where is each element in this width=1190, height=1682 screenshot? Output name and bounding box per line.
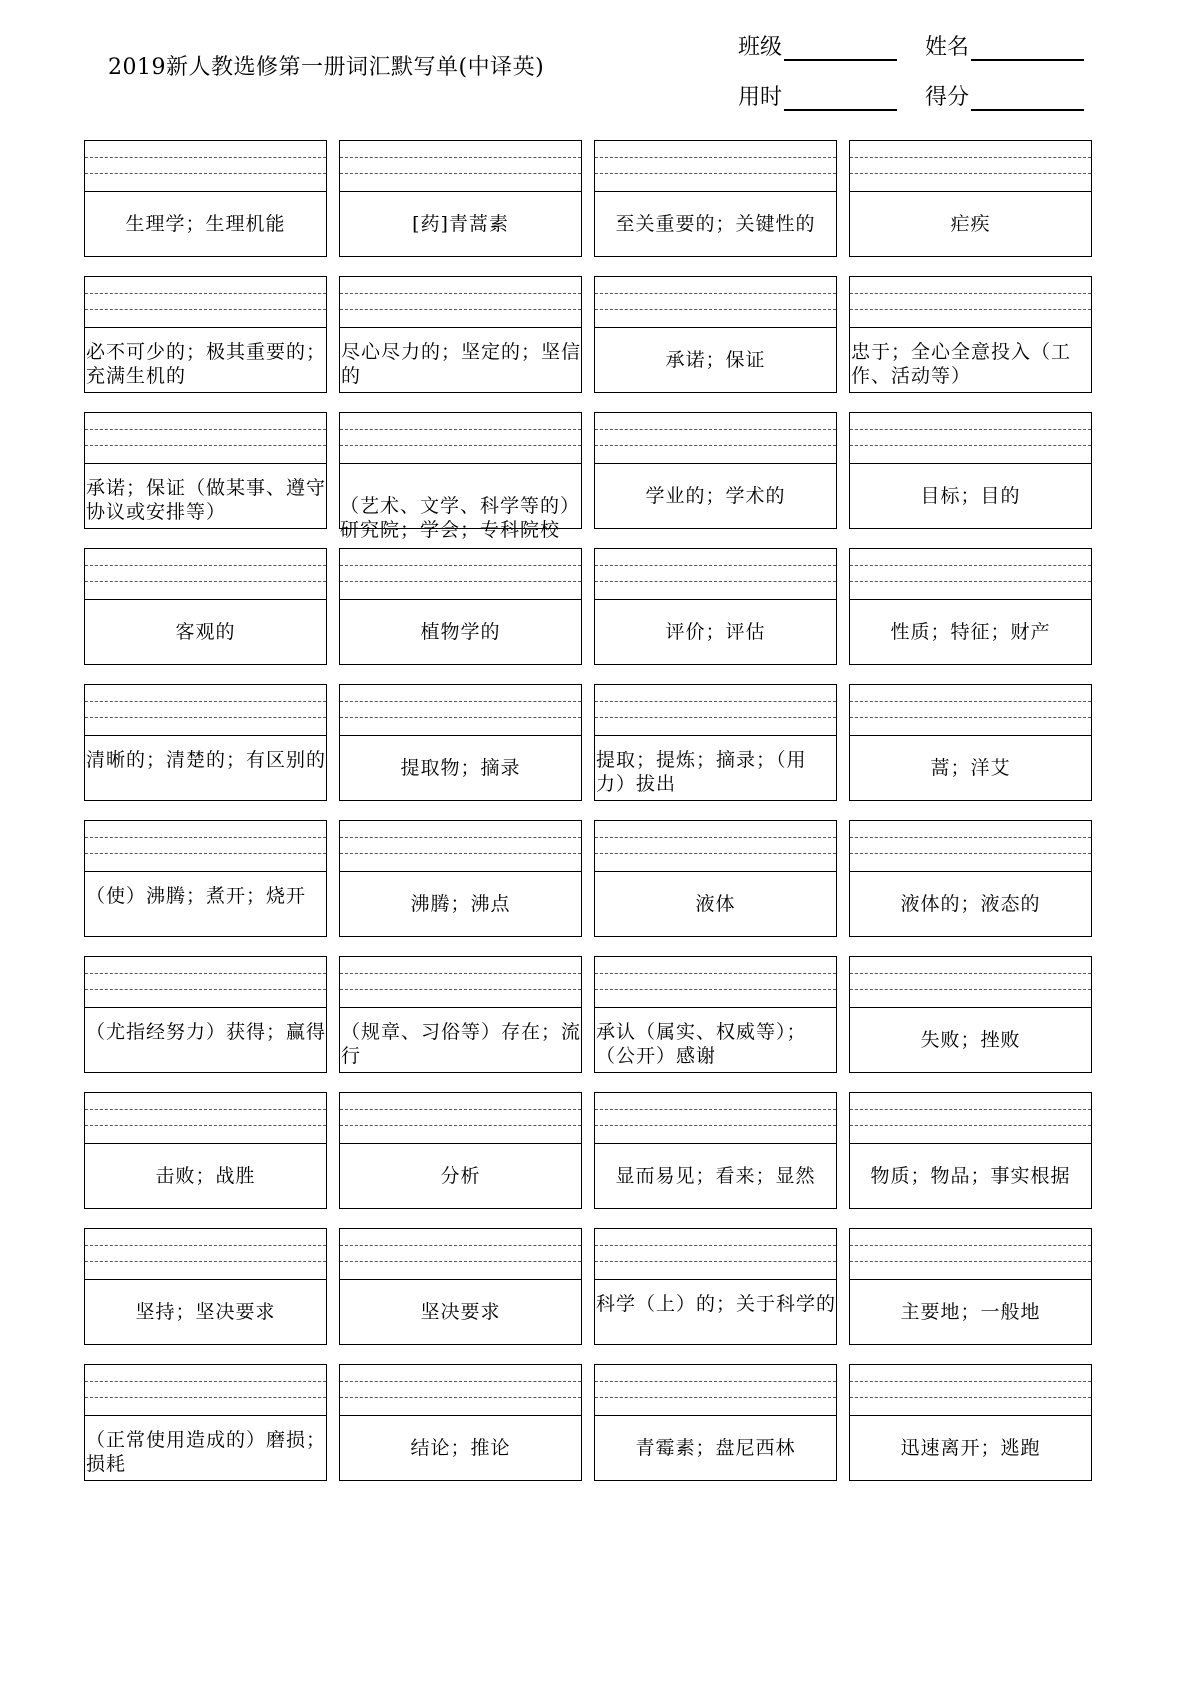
vocab-cell <box>849 684 1092 801</box>
vocab-cell <box>594 1092 837 1209</box>
dashed-guide-line <box>340 173 581 174</box>
dashed-guide-line <box>340 701 581 702</box>
dashed-guide-line <box>595 309 836 310</box>
vocab-cell <box>594 820 837 937</box>
answer-writing-area[interactable] <box>595 957 836 1008</box>
chinese-meaning <box>850 1280 1091 1344</box>
chinese-meaning <box>85 1416 326 1480</box>
vocab-cell <box>849 956 1092 1073</box>
vocab-cell <box>84 1228 327 1345</box>
chinese-meaning <box>850 872 1091 936</box>
chinese-meaning <box>595 1416 836 1480</box>
answer-writing-area[interactable] <box>85 957 326 1008</box>
vocab-cell <box>594 548 837 665</box>
answer-writing-area[interactable] <box>340 685 581 736</box>
dashed-guide-line <box>85 309 326 310</box>
chinese-meaning-text: （正常使用造成的）磨损；损耗 <box>86 1429 327 1475</box>
chinese-meaning-text: 迅速离开；逃跑 <box>900 1437 1041 1459</box>
dashed-guide-line <box>595 989 836 990</box>
dashed-guide-line <box>850 1245 1091 1246</box>
dashed-guide-line <box>850 429 1091 430</box>
dashed-guide-line <box>595 701 836 702</box>
chinese-meaning <box>340 600 581 664</box>
chinese-meaning <box>340 328 581 392</box>
name-label: 姓名 <box>925 35 970 60</box>
chinese-meaning <box>850 192 1091 256</box>
dashed-guide-line <box>340 973 581 974</box>
dashed-guide-line <box>85 1109 326 1110</box>
chinese-meaning-text: 植物学的 <box>420 621 501 643</box>
dashed-guide-line <box>595 717 836 718</box>
vocab-cell <box>849 276 1092 393</box>
dashed-guide-line <box>340 293 581 294</box>
dashed-guide-line <box>340 1245 581 1246</box>
chinese-meaning <box>595 1280 836 1344</box>
chinese-meaning-text: 性质；特征；财产 <box>890 621 1051 643</box>
answer-writing-area[interactable] <box>85 549 326 600</box>
dashed-guide-line <box>850 973 1091 974</box>
vocab-cell <box>339 412 582 541</box>
chinese-meaning-text: 承诺；保证（做某事、遵守协议或安排等） <box>86 477 327 523</box>
chinese-meaning <box>85 600 326 664</box>
vocab-cell <box>849 412 1092 529</box>
chinese-meaning-text: 科学（上）的；关于科学的 <box>596 1293 837 1315</box>
chinese-meaning-text: 青霉素；盘尼西林 <box>635 1437 796 1459</box>
dashed-guide-line <box>85 581 326 582</box>
dashed-guide-line <box>595 973 836 974</box>
vocab-cell <box>849 1364 1092 1481</box>
dashed-guide-line <box>850 1125 1091 1126</box>
chinese-meaning <box>85 736 326 800</box>
chinese-meaning-text: 沸腾；沸点 <box>410 893 511 915</box>
dashed-guide-line <box>340 1397 581 1398</box>
vocab-cell <box>849 1092 1092 1209</box>
dashed-guide-line <box>850 581 1091 582</box>
vocab-cell <box>594 1364 837 1481</box>
answer-writing-area[interactable] <box>340 1365 581 1416</box>
vocab-cell <box>84 140 327 257</box>
chinese-meaning-text: 提取；提炼；摘录；（用力）拔出 <box>596 749 807 795</box>
vocab-cell <box>339 276 582 393</box>
chinese-meaning-text: 击败；战胜 <box>155 1165 256 1187</box>
dashed-guide-line <box>85 1245 326 1246</box>
answer-writing-area[interactable] <box>850 413 1091 464</box>
chinese-meaning <box>850 464 1091 528</box>
chinese-meaning <box>595 1144 836 1208</box>
dashed-guide-line <box>85 1125 326 1126</box>
dashed-guide-line <box>85 565 326 566</box>
chinese-meaning <box>595 192 836 256</box>
dashed-guide-line <box>595 1397 836 1398</box>
dashed-guide-line <box>595 837 836 838</box>
answer-writing-area[interactable] <box>85 277 326 328</box>
score-label: 得分 <box>925 85 970 110</box>
chinese-meaning-text: 疟疾 <box>950 213 991 235</box>
dashed-guide-line <box>850 565 1091 566</box>
dashed-guide-line <box>85 853 326 854</box>
chinese-meaning <box>85 464 326 528</box>
chinese-meaning <box>85 1008 326 1072</box>
dashed-guide-line <box>340 717 581 718</box>
dashed-guide-line <box>595 157 836 158</box>
answer-writing-area[interactable] <box>595 821 836 872</box>
answer-writing-area[interactable] <box>850 957 1091 1008</box>
dashed-guide-line <box>595 581 836 582</box>
dashed-guide-line <box>340 1261 581 1262</box>
dashed-guide-line <box>85 429 326 430</box>
vocab-cell <box>84 684 327 801</box>
dashed-guide-line <box>595 853 836 854</box>
answer-writing-area[interactable] <box>595 413 836 464</box>
chinese-meaning <box>850 600 1091 664</box>
dashed-guide-line <box>850 717 1091 718</box>
chinese-meaning-text: 坚决要求 <box>420 1301 501 1323</box>
dashed-guide-line <box>595 1109 836 1110</box>
dashed-guide-line <box>595 565 836 566</box>
dashed-guide-line <box>850 701 1091 702</box>
dashed-guide-line <box>340 429 581 430</box>
chinese-meaning <box>850 1144 1091 1208</box>
chinese-meaning-text: 评价；评估 <box>665 621 766 643</box>
dashed-guide-line <box>595 173 836 174</box>
chinese-meaning-text: 目标；目的 <box>920 485 1021 507</box>
chinese-meaning <box>85 1144 326 1208</box>
answer-writing-area[interactable] <box>595 141 836 192</box>
answer-writing-area[interactable] <box>340 413 581 464</box>
answer-writing-area[interactable] <box>850 1365 1091 1416</box>
answer-writing-area[interactable] <box>85 1229 326 1280</box>
vocab-cell <box>594 140 837 257</box>
chinese-meaning <box>595 872 836 936</box>
answer-writing-area[interactable] <box>85 821 326 872</box>
answer-writing-area[interactable] <box>85 1093 326 1144</box>
vocab-cell <box>84 412 327 529</box>
answer-writing-area[interactable] <box>850 1229 1091 1280</box>
dashed-guide-line <box>85 157 326 158</box>
chinese-meaning <box>850 1416 1091 1480</box>
vocab-cell <box>849 820 1092 937</box>
chinese-meaning <box>340 464 581 541</box>
answer-writing-area[interactable] <box>595 549 836 600</box>
vocab-cell <box>339 820 582 937</box>
dashed-guide-line <box>340 1109 581 1110</box>
vocab-cell <box>594 276 837 393</box>
dashed-guide-line <box>85 173 326 174</box>
dashed-guide-line <box>340 1381 581 1382</box>
vocab-cell <box>84 820 327 937</box>
time-label: 用时 <box>738 85 783 110</box>
vocab-cell <box>849 140 1092 257</box>
chinese-meaning <box>595 1008 836 1072</box>
dashed-guide-line <box>85 445 326 446</box>
chinese-meaning-text: 至关重要的；关键性的 <box>615 213 816 235</box>
answer-writing-area[interactable] <box>85 141 326 192</box>
chinese-meaning-text: 尽心尽力的；坚定的；坚信的 <box>341 341 582 387</box>
answer-writing-area[interactable] <box>340 277 581 328</box>
chinese-meaning-text: 物质；物品；事实根据 <box>870 1165 1071 1187</box>
vocab-cell <box>594 684 837 801</box>
chinese-meaning <box>340 1416 581 1480</box>
answer-writing-area[interactable] <box>595 1365 836 1416</box>
chinese-meaning-text: 失败；挫败 <box>920 1029 1021 1051</box>
chinese-meaning-text: 清晰的；清楚的；有区别的 <box>86 749 327 771</box>
answer-writing-area[interactable] <box>85 685 326 736</box>
chinese-meaning <box>340 872 581 936</box>
vocab-cell <box>84 548 327 665</box>
chinese-meaning <box>595 600 836 664</box>
answer-writing-area[interactable] <box>850 1093 1091 1144</box>
dashed-guide-line <box>85 1381 326 1382</box>
vocab-cell <box>594 412 837 529</box>
chinese-meaning <box>850 328 1091 392</box>
dashed-guide-line <box>850 853 1091 854</box>
chinese-meaning <box>340 736 581 800</box>
chinese-meaning-text: 显而易见；看来；显然 <box>615 1165 816 1187</box>
chinese-meaning-text: 液体的；液态的 <box>900 893 1041 915</box>
chinese-meaning <box>340 192 581 256</box>
answer-writing-area[interactable] <box>850 821 1091 872</box>
answer-writing-area[interactable] <box>595 277 836 328</box>
answer-writing-area[interactable] <box>595 685 836 736</box>
answer-writing-area[interactable] <box>595 1093 836 1144</box>
answer-writing-area[interactable] <box>595 1229 836 1280</box>
answer-writing-area[interactable] <box>850 141 1091 192</box>
chinese-meaning <box>340 1144 581 1208</box>
answer-writing-area[interactable] <box>340 957 581 1008</box>
worksheet-title: 2019新人教选修第一册词汇默写单(中译英) <box>108 55 545 80</box>
vocab-cell <box>339 140 582 257</box>
chinese-meaning-text: （艺术、文学、科学等的）研究院；学会；专科院校 <box>340 495 581 541</box>
chinese-meaning-text: 承诺；保证 <box>665 349 766 371</box>
chinese-meaning-text: 主要地；一般地 <box>900 1301 1041 1323</box>
dashed-guide-line <box>340 445 581 446</box>
chinese-meaning-text: 生理学；生理机能 <box>125 213 286 235</box>
dashed-guide-line <box>85 1261 326 1262</box>
dashed-guide-line <box>85 701 326 702</box>
dashed-guide-line <box>850 1261 1091 1262</box>
answer-writing-area[interactable] <box>340 549 581 600</box>
chinese-meaning-text: 提取物；摘录 <box>400 757 521 779</box>
chinese-meaning <box>595 736 836 800</box>
answer-writing-area[interactable] <box>340 821 581 872</box>
dashed-guide-line <box>85 1397 326 1398</box>
chinese-meaning <box>340 1008 581 1072</box>
vocab-cell <box>849 1228 1092 1345</box>
vocab-cell <box>84 956 327 1073</box>
answer-writing-area[interactable] <box>850 549 1091 600</box>
dashed-guide-line <box>595 1125 836 1126</box>
chinese-meaning <box>850 736 1091 800</box>
vocab-cell <box>84 276 327 393</box>
answer-writing-area[interactable] <box>850 685 1091 736</box>
chinese-meaning-text: 客观的 <box>175 621 236 643</box>
chinese-meaning-text: 坚持；坚决要求 <box>135 1301 276 1323</box>
chinese-meaning-text: （尤指经努力）获得；赢得 <box>86 1021 327 1043</box>
chinese-meaning-text: 蒿；洋艾 <box>930 757 1011 779</box>
chinese-meaning-text: 学业的；学术的 <box>645 485 786 507</box>
dashed-guide-line <box>850 989 1091 990</box>
dashed-guide-line <box>340 581 581 582</box>
vocab-cell <box>84 1092 327 1209</box>
chinese-meaning <box>850 1008 1091 1072</box>
chinese-meaning <box>85 192 326 256</box>
vocab-cell <box>339 1364 582 1481</box>
chinese-meaning <box>595 328 836 392</box>
class-label: 班级 <box>738 35 783 60</box>
dashed-guide-line <box>340 853 581 854</box>
chinese-meaning-text: [药]青蒿素 <box>412 213 509 235</box>
answer-writing-area[interactable] <box>850 277 1091 328</box>
dashed-guide-line <box>595 1381 836 1382</box>
vocab-cell <box>84 1364 327 1481</box>
dashed-guide-line <box>85 717 326 718</box>
dashed-guide-line <box>85 837 326 838</box>
dashed-guide-line <box>850 1397 1091 1398</box>
dashed-guide-line <box>340 837 581 838</box>
dashed-guide-line <box>850 445 1091 446</box>
vocab-cell <box>339 1092 582 1209</box>
dashed-guide-line <box>340 989 581 990</box>
dashed-guide-line <box>340 1125 581 1126</box>
chinese-meaning-text: （规章、习俗等）存在；流行 <box>341 1021 582 1067</box>
chinese-meaning <box>340 1280 581 1344</box>
dashed-guide-line <box>850 173 1091 174</box>
vocab-cell <box>339 956 582 1073</box>
chinese-meaning-text: 必不可少的；极其重要的；充满生机的 <box>86 341 327 387</box>
chinese-meaning-text: 分析 <box>440 1165 481 1187</box>
answer-writing-area[interactable] <box>340 1093 581 1144</box>
dashed-guide-line <box>850 293 1091 294</box>
dashed-guide-line <box>595 293 836 294</box>
chinese-meaning <box>595 464 836 528</box>
dashed-guide-line <box>850 1381 1091 1382</box>
dashed-guide-line <box>850 309 1091 310</box>
chinese-meaning <box>85 328 326 392</box>
answer-writing-area[interactable] <box>85 413 326 464</box>
dashed-guide-line <box>595 429 836 430</box>
vocab-cell <box>339 1228 582 1345</box>
vocab-cell <box>594 1228 837 1345</box>
dashed-guide-line <box>595 1245 836 1246</box>
vocab-cell <box>339 684 582 801</box>
dashed-guide-line <box>850 157 1091 158</box>
dashed-guide-line <box>595 1261 836 1262</box>
answer-writing-area[interactable] <box>85 1365 326 1416</box>
vocab-cell <box>339 548 582 665</box>
dashed-guide-line <box>340 157 581 158</box>
chinese-meaning-text: 承认（属实、权威等）；（公开）感谢 <box>596 1021 807 1067</box>
vocab-cell <box>849 548 1092 665</box>
chinese-meaning <box>85 872 326 936</box>
chinese-meaning-text: 液体 <box>695 893 736 915</box>
dashed-guide-line <box>340 565 581 566</box>
answer-writing-area[interactable] <box>340 141 581 192</box>
chinese-meaning <box>85 1280 326 1344</box>
chinese-meaning-text: 结论；推论 <box>410 1437 511 1459</box>
chinese-meaning-text: 忠于；全心全意投入（工作、活动等） <box>851 341 1072 387</box>
dashed-guide-line <box>85 293 326 294</box>
vocab-cell <box>594 956 837 1073</box>
dashed-guide-line <box>340 309 581 310</box>
dashed-guide-line <box>85 989 326 990</box>
dashed-guide-line <box>85 973 326 974</box>
chinese-meaning-text: （使）沸腾；煮开；烧开 <box>86 885 307 907</box>
dashed-guide-line <box>850 837 1091 838</box>
dashed-guide-line <box>595 445 836 446</box>
answer-writing-area[interactable] <box>340 1229 581 1280</box>
dashed-guide-line <box>850 1109 1091 1110</box>
